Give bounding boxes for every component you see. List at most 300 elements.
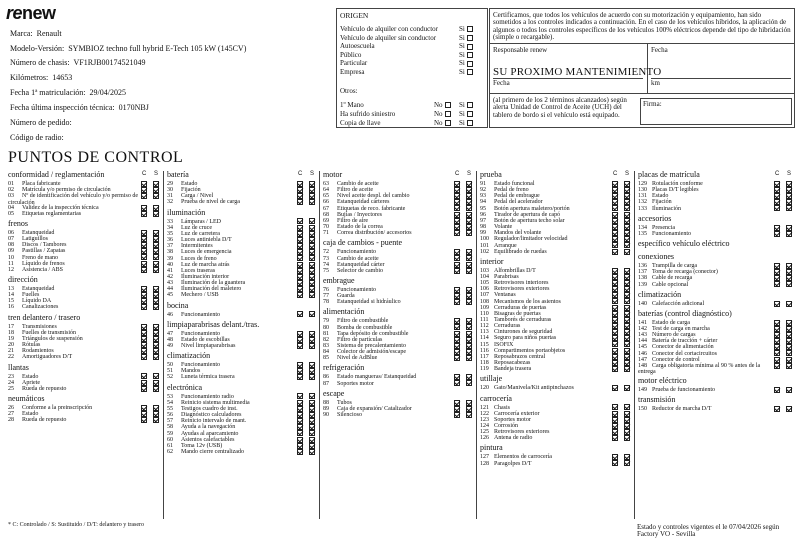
controlled-checkbox[interactable] <box>774 231 780 237</box>
item-number: 20 <box>8 342 14 349</box>
section-title: iluminación <box>167 207 206 217</box>
km-row: Kilómetros: 14653 <box>10 73 73 82</box>
item-number: 29 <box>167 181 173 187</box>
item-label: Mechero / USB <box>181 292 219 299</box>
item-number: 128 <box>480 460 489 467</box>
col-header-s: S <box>787 171 792 177</box>
control-item <box>323 224 452 230</box>
responsable-label: Responsable renew <box>493 46 548 54</box>
item-label: Luz de marcha atrás <box>181 261 230 268</box>
item-label: Tapa depósito de combustible <box>337 330 409 337</box>
section-title: motor eléctrico <box>638 376 687 386</box>
item-number: 149 <box>638 387 647 394</box>
control-item <box>167 231 295 237</box>
item-number: 72 <box>323 249 329 256</box>
item-label: Botón apertura maletero/portón <box>494 205 570 212</box>
item-label: Paragolpes D/T <box>494 460 532 467</box>
controlled-checkbox[interactable] <box>612 366 618 372</box>
item-number: 101 <box>480 242 489 249</box>
control-item <box>167 443 295 449</box>
item-number: 145 <box>638 344 647 351</box>
item-label: Rotulación conforme <box>652 181 703 187</box>
page-title: PUNTOS DE CONTROL <box>8 149 184 166</box>
item-label: Testigos cuadro de inst. <box>181 405 238 412</box>
control-item <box>167 406 295 412</box>
controlled-checkbox[interactable] <box>774 363 780 369</box>
item-number: 57 <box>167 418 173 425</box>
item-number: 70 <box>323 224 329 231</box>
si-checkbox[interactable] <box>467 35 473 41</box>
controlled-checkbox[interactable] <box>297 199 303 205</box>
item-label: Retrovisores interiores <box>494 280 549 287</box>
controlled-checkbox[interactable] <box>612 460 618 466</box>
controlled-checkbox[interactable] <box>454 355 460 361</box>
control-item <box>638 187 772 193</box>
substituted-checkbox[interactable] <box>153 386 159 392</box>
chasis-row: Número de chasis: VF1RJB00174521049 <box>10 58 146 67</box>
item-label: Reposacabezas <box>494 360 531 367</box>
control-item <box>323 400 452 406</box>
chasis-value: VF1RJB00174521049 <box>73 58 146 67</box>
item-number: 34 <box>167 224 173 231</box>
col-header-c: C <box>142 171 147 177</box>
si-checkbox[interactable] <box>467 44 473 50</box>
control-item <box>323 381 452 387</box>
item-number: 60 <box>167 436 173 443</box>
firma-box[interactable]: Firma: <box>640 98 792 125</box>
controlled-checkbox[interactable] <box>297 343 303 349</box>
controlled-checkbox[interactable] <box>141 193 147 199</box>
control-item <box>323 293 452 299</box>
item-label: Estado <box>22 411 39 418</box>
col-header-s: S <box>310 171 315 177</box>
substituted-checkbox[interactable] <box>466 412 472 418</box>
section-title: limpiaparabrisas delant./tras. <box>167 319 260 329</box>
km-value: 14653 <box>52 73 73 82</box>
km-label: km <box>651 79 660 87</box>
section-title: conformidad / reglamentación <box>8 170 105 179</box>
control-item <box>8 242 139 248</box>
item-label: Estanqueidad <box>22 229 55 236</box>
item-label: Regulador/limitador velocidad <box>494 236 568 243</box>
no-checkbox[interactable] <box>445 120 451 126</box>
item-number: 36 <box>167 237 173 244</box>
insp-row: Fecha última inspección técnica: 0170NBJ <box>10 103 149 112</box>
item-label: Reinicio intervalo de mant. <box>181 418 247 425</box>
item-number: 103 <box>480 267 489 274</box>
control-item <box>167 431 295 437</box>
item-number: 65 <box>323 193 329 200</box>
substituted-checkbox[interactable] <box>153 304 159 310</box>
origen-row <box>340 43 484 51</box>
no-checkbox[interactable] <box>445 102 451 108</box>
item-label: Colector de admisión/escape <box>337 349 406 356</box>
substituted-checkbox[interactable] <box>153 417 159 423</box>
controlled-checkbox[interactable] <box>774 406 780 412</box>
item-number: 84 <box>323 349 329 356</box>
substituted-checkbox[interactable] <box>786 205 792 211</box>
item-number: 68 <box>323 211 329 218</box>
control-item <box>480 199 610 205</box>
item-label: Reductor de marcha D/T <box>652 406 712 413</box>
control-item <box>638 269 772 275</box>
item-label: Silencioso <box>337 412 362 419</box>
item-label: Estado de carga <box>652 319 690 326</box>
section-title: climatización <box>167 351 211 361</box>
control-item <box>480 218 610 224</box>
controlled-checkbox[interactable] <box>141 267 147 273</box>
item-number: 147 <box>638 356 647 363</box>
substituted-checkbox[interactable] <box>624 435 630 441</box>
substituted-checkbox[interactable] <box>786 301 792 307</box>
item-label: Soportes motor <box>337 380 374 387</box>
control-item <box>638 320 772 326</box>
control-item <box>167 343 295 349</box>
item-number: 18 <box>8 329 14 336</box>
item-label: Guarda <box>337 293 355 300</box>
section-title: interior <box>480 256 504 266</box>
item-label: Tubos <box>337 399 352 406</box>
item-number: 48 <box>167 336 173 343</box>
item-label: Luneta térmica trasera <box>181 374 235 381</box>
item-label: Correa distribución/ accesorios <box>337 230 412 237</box>
control-item <box>167 256 295 262</box>
si-option: Si <box>459 26 473 34</box>
item-number: 74 <box>323 261 329 268</box>
control-item <box>323 249 452 255</box>
control-item <box>323 199 452 205</box>
control-item <box>480 335 610 341</box>
control-item <box>8 380 139 386</box>
si-checkbox[interactable] <box>467 69 473 75</box>
item-number: 121 <box>480 404 489 411</box>
control-item <box>323 374 452 380</box>
control-item <box>167 394 295 400</box>
item-number: 75 <box>323 267 329 274</box>
marca-row: Marca: Renault <box>10 29 62 38</box>
controlled-checkbox[interactable] <box>612 249 618 255</box>
control-item <box>8 330 139 336</box>
item-number: 96 <box>480 211 486 218</box>
item-label: Pedal de freno <box>494 187 529 194</box>
controlled-checkbox[interactable] <box>454 299 460 305</box>
item-number: 85 <box>323 355 329 362</box>
item-number: 24 <box>8 379 14 386</box>
item-label: Etiquetas reglamentarias <box>22 210 82 217</box>
substituted-checkbox[interactable] <box>466 380 472 386</box>
item-number: 26 <box>8 404 14 411</box>
yes-no-row: 1º Mano No Si <box>340 102 484 110</box>
substituted-checkbox[interactable] <box>309 311 315 317</box>
control-item <box>8 304 139 310</box>
substituted-checkbox[interactable] <box>309 449 315 455</box>
controlled-checkbox[interactable] <box>454 412 460 418</box>
item-label: Bomba de combustible <box>337 324 393 331</box>
si-checkbox[interactable] <box>467 61 473 67</box>
control-item <box>480 461 610 467</box>
control-item <box>167 181 295 187</box>
item-number: 112 <box>480 323 489 330</box>
yes-no-row: Copia de llave No Si <box>340 120 484 128</box>
controlled-checkbox[interactable] <box>774 205 780 211</box>
substituted-checkbox[interactable] <box>466 355 472 361</box>
section-title: carrocería <box>480 393 512 403</box>
item-label: Placa fabricante <box>22 181 61 187</box>
item-label: Volante <box>494 224 513 231</box>
substituted-checkbox[interactable] <box>786 281 792 287</box>
control-item <box>638 225 772 231</box>
item-number: 142 <box>638 325 647 332</box>
si-option: Si <box>459 52 473 60</box>
control-item <box>323 299 452 305</box>
item-label: Estado <box>652 193 669 200</box>
item-number: 28 <box>8 417 14 424</box>
substituted-checkbox[interactable] <box>153 193 159 199</box>
item-label: Nivel de AdBlue <box>337 355 378 362</box>
item-label: Filtro de partículas <box>337 336 383 343</box>
control-item <box>480 405 610 411</box>
item-number: 83 <box>323 343 329 349</box>
controlled-checkbox[interactable] <box>297 374 303 380</box>
substituted-checkbox[interactable] <box>466 268 472 274</box>
control-item <box>167 237 295 243</box>
item-label: Placas D/T legibles <box>652 187 699 194</box>
item-number: 79 <box>323 318 329 325</box>
control-item <box>480 317 610 323</box>
item-label: Bujías / Inyectores <box>337 211 382 218</box>
substituted-checkbox[interactable] <box>153 354 159 360</box>
item-number: 102 <box>480 248 489 255</box>
item-label: Compartimentos portaobjetos <box>494 347 566 354</box>
item-label: Pastillas / Zapatas <box>22 248 66 255</box>
control-item <box>323 318 452 324</box>
substituted-checkbox[interactable] <box>786 406 792 412</box>
item-number: 82 <box>323 336 329 343</box>
item-label: Rodamientos <box>22 348 54 355</box>
control-item <box>480 411 610 417</box>
item-number: 125 <box>480 429 489 436</box>
section-title: baterías (control diagnóstico) <box>638 308 732 318</box>
si-checkbox[interactable] <box>467 102 473 108</box>
item-label: Mecanismos de los asientos <box>494 298 561 305</box>
item-number: 144 <box>638 338 647 345</box>
controlled-checkbox[interactable] <box>141 211 147 217</box>
item-label: Tirador de apertura de capó <box>494 211 561 218</box>
controlled-checkbox[interactable] <box>774 301 780 307</box>
item-number: 94 <box>480 199 486 206</box>
controlled-checkbox[interactable] <box>141 386 147 392</box>
controlled-checkbox[interactable] <box>297 449 303 455</box>
control-item <box>8 267 139 273</box>
origen-row <box>340 52 484 60</box>
item-label: Conector del cortacircuitos <box>652 350 717 357</box>
substituted-checkbox[interactable] <box>786 231 792 237</box>
controlled-checkbox[interactable] <box>141 417 147 423</box>
item-label: Estanqueidad <box>22 286 55 293</box>
control-item <box>480 366 610 372</box>
pedido-row: Número de pedido: <box>10 118 72 127</box>
item-number: 123 <box>480 416 489 423</box>
controlled-checkbox[interactable] <box>612 385 618 391</box>
item-label: Estado de escobillas <box>181 336 230 343</box>
item-number: 106 <box>480 286 489 293</box>
si-option: Si <box>459 60 473 68</box>
control-item <box>8 298 139 304</box>
item-label: Calefacción adicional <box>652 300 705 307</box>
control-item <box>323 206 452 212</box>
section-title: conexiones <box>638 252 674 262</box>
section-title: placas de matrícula <box>638 170 700 179</box>
control-item <box>8 411 139 417</box>
item-number: 80 <box>323 324 329 331</box>
substituted-checkbox[interactable] <box>624 385 630 391</box>
section-title: alimentación <box>323 307 365 317</box>
item-label: Pedal del acelerador <box>494 199 543 206</box>
substituted-checkbox[interactable] <box>309 374 315 380</box>
control-item <box>167 262 295 268</box>
control-item <box>8 417 139 423</box>
control-item <box>8 336 139 342</box>
legend-footnote: * C: Controlado / S: Sustituido / D/T: delantero y trasero <box>8 522 145 528</box>
item-number: 19 <box>8 335 14 342</box>
item-number: 137 <box>638 269 647 276</box>
control-item <box>480 348 610 354</box>
item-label: Mando cierre centralizado <box>181 448 244 455</box>
control-item <box>480 305 610 311</box>
control-item <box>167 219 295 225</box>
control-item <box>638 301 772 307</box>
item-label: Iluminación de la guantera <box>181 280 246 287</box>
substituted-checkbox[interactable] <box>624 249 630 255</box>
item-label: Corrosión <box>494 422 518 429</box>
item-label: Estado de la correa <box>337 224 383 231</box>
item-label: Etiquetas de reco. fabricante <box>337 205 406 212</box>
item-label: Mandos del volante <box>494 230 542 237</box>
item-label: Asientos calefactables <box>181 436 235 443</box>
substituted-checkbox[interactable] <box>309 292 315 298</box>
marca-value: Renault <box>36 29 62 38</box>
control-item <box>638 193 772 199</box>
no-checkbox[interactable] <box>445 111 451 117</box>
substituted-checkbox[interactable] <box>309 343 315 349</box>
controlled-checkbox[interactable] <box>454 268 460 274</box>
item-number: 89 <box>323 405 329 412</box>
item-label: Bisagras de puertas <box>494 310 541 317</box>
item-number: 23 <box>8 373 14 380</box>
item-number: 110 <box>480 310 489 317</box>
substituted-checkbox[interactable] <box>153 211 159 217</box>
control-item <box>8 286 139 292</box>
origen-label: Vehículo de alquiler sin conductor <box>340 33 437 42</box>
item-label: Fijación <box>652 199 672 206</box>
item-label: Fuelles de transmisión <box>22 329 76 336</box>
modelo-row: Modelo-Versión: SYMBIOZ techno full hybrid E-Tech 105 kW (145CV) <box>10 44 247 53</box>
controlled-checkbox[interactable] <box>454 380 460 386</box>
item-label: Nº de identificación del vehículo y/o permiso de circulación <box>8 193 138 206</box>
item-number: 40 <box>167 261 173 268</box>
item-label: Sistema de precalentamiento <box>337 343 406 349</box>
matric-row: Fecha 1ª matriculación: 29/04/2025 <box>10 88 126 97</box>
section-title: transmisión <box>638 395 676 405</box>
item-label: Asistencia / ABS <box>22 266 64 273</box>
col-header-c: C <box>775 171 780 177</box>
item-number: 03 <box>8 193 14 200</box>
controlled-checkbox[interactable] <box>774 387 780 393</box>
item-label: Luces de emergencia <box>181 249 232 256</box>
item-number: 37 <box>167 243 173 250</box>
otros-row: Otros: <box>340 87 358 95</box>
control-item <box>323 230 452 236</box>
controlled-checkbox[interactable] <box>141 304 147 310</box>
control-item <box>167 374 295 380</box>
si-checkbox[interactable] <box>467 52 473 58</box>
item-number: 98 <box>480 224 486 231</box>
control-item <box>8 205 139 211</box>
si-checkbox[interactable] <box>467 120 473 126</box>
control-item <box>638 357 772 363</box>
control-item <box>167 368 295 374</box>
substituted-checkbox[interactable] <box>153 267 159 273</box>
controlled-checkbox[interactable] <box>141 354 147 360</box>
substituted-checkbox[interactable] <box>309 199 315 205</box>
substituted-checkbox[interactable] <box>786 387 792 393</box>
controlled-checkbox[interactable] <box>297 292 303 298</box>
substituted-checkbox[interactable] <box>624 460 630 466</box>
item-label: Bandeja trasera <box>494 366 532 373</box>
substituted-checkbox[interactable] <box>786 363 792 369</box>
substituted-checkbox[interactable] <box>466 230 472 236</box>
si-checkbox[interactable] <box>467 26 473 32</box>
si-checkbox[interactable] <box>467 111 473 117</box>
item-label: Iluminación interior <box>181 273 230 280</box>
item-number: 73 <box>323 255 329 262</box>
item-label: Trampilla de carga <box>652 263 697 270</box>
control-item <box>167 249 295 255</box>
origen-label: Vehículo de alquiler con conductor <box>340 25 438 33</box>
item-label: Caja de expansión/ Catalizador <box>337 405 412 412</box>
item-label: Líquido DA <box>22 298 52 305</box>
controlled-checkbox[interactable] <box>297 311 303 317</box>
item-label: Antena de radio <box>494 435 533 442</box>
si-option: Si <box>459 43 473 51</box>
item-number: 91 <box>480 181 486 187</box>
controlled-checkbox[interactable] <box>454 230 460 236</box>
substituted-checkbox[interactable] <box>624 366 630 372</box>
item-number: 140 <box>638 300 647 307</box>
control-item <box>167 424 295 430</box>
control-item <box>8 255 139 261</box>
controlled-checkbox[interactable] <box>774 281 780 287</box>
controlled-checkbox[interactable] <box>612 435 618 441</box>
control-item <box>638 406 772 412</box>
control-item <box>480 236 610 242</box>
item-label: Seguro para niños puertas <box>494 335 557 342</box>
item-label: Filtro de aire <box>337 217 368 224</box>
item-number: 61 <box>167 442 173 449</box>
section-title: climatización <box>638 289 682 299</box>
item-label: Reposabrazos central <box>494 353 546 360</box>
item-label: Filtro de combustible <box>337 318 389 325</box>
item-label: Pedal de embrague <box>494 193 540 200</box>
control-item <box>638 181 772 187</box>
section-title: neumáticos <box>8 393 45 403</box>
item-label: Toma 12v (USB) <box>181 442 223 449</box>
substituted-checkbox[interactable] <box>466 299 472 305</box>
insp-value: 0170NBJ <box>118 103 149 112</box>
section-title: refrigeración <box>323 363 365 373</box>
item-label: Reinicio sistema multimedia <box>181 399 250 406</box>
item-number: 01 <box>8 181 14 187</box>
